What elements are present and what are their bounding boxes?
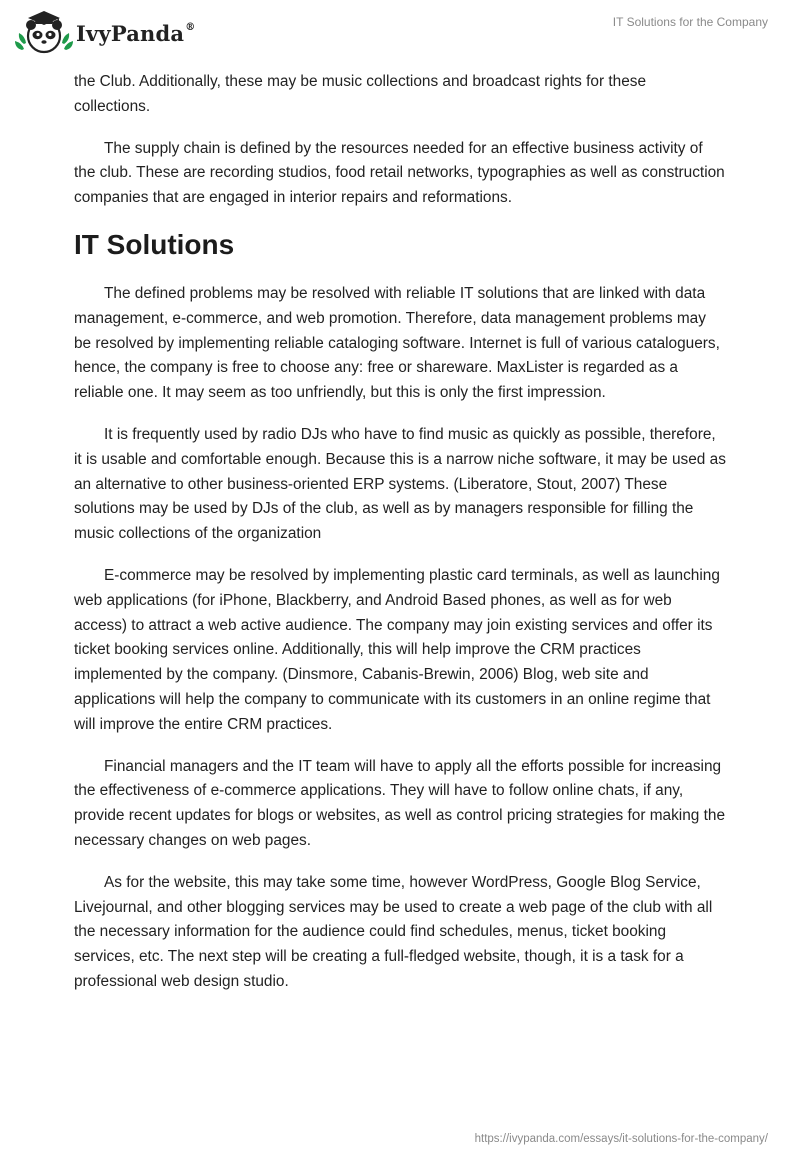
- source-url[interactable]: https://ivypanda.com/essays/it-solutions-for-the-company/: [474, 1133, 768, 1145]
- paragraph: E-commerce may be resolved by implementing plastic card terminals, as well as launching web applications (for iPhone, Blackberry, and Android Based phones, as well as for web access) to attract a web active audience. The company may join existing services and offer its ticket booking services online. Additionally, this will help improve the CRM practices implemented by the company. (Dinsmore, Cabanis-Brewin, 2006) Blog, web site and applications will help the company to communicate with its customers in an online regime that will improve the entire CRM practices.: [74, 566, 720, 733]
- paragraph: the Club. Additionally, these may be music collections and broadcast rights for these collections.: [74, 73, 647, 115]
- paragraph: As for the website, this may take some time, however WordPress, Google Blog Service, Livejournal, and other blogging services may be used to create a web page of the club with all the necessary information for the audience could find schedules, menus, ticket booking services, etc. The next step will be creating a full-fledged website, though, it is a task for a professional web design studio.: [74, 873, 713, 990]
- paragraph: It is frequently used by radio DJs who have to find music as quickly as possible, therefore, it is usable and comfortable enough. Because this is a narrow niche software, it may be used as an alternative to other business-oriented ERP systems. (Liberatore, Stout, 2007) These solutions may be used by DJs of the club, as well as by managers responsible for filling the music collections of the organization: [74, 425, 726, 543]
- document-title: IT Solutions for the Company: [612, 15, 768, 29]
- panda-graduate-icon: [14, 6, 74, 56]
- paragraph: The supply chain is defined by the resources needed for an effective business activity of the club. These are recording studios, food retail networks, typographies as well as construction companies that are engaged in interior repairs and reformations.: [74, 139, 725, 207]
- page-header: [0, 0, 800, 62]
- brand-name: IvyPanda®: [76, 20, 196, 46]
- paragraph: Financial managers and the IT team will have to apply all the efforts possible for increasing the effectiveness of e-commerce applications. They will have to follow online chats, if any, provide recent updates for blogs or websites, as well as control pricing strategies for making the necessary changes on web pages.: [74, 757, 726, 849]
- section-heading: IT Solutions: [74, 228, 235, 260]
- paragraph: The defined problems may be resolved with reliable IT solutions that are linked with data management, e-commerce, and web promotion. Therefore, data management problems may be resolved by implementing reliable cataloging software. Internet is full of various cataloguers, hence, the company is free to choose any: free or shareware. MaxLister is regarded as a reliable one. It may seem as too unfriendly, but this is only the first impression.: [74, 284, 720, 402]
- essay-content: [74, 70, 726, 1012]
- ivypanda-logo[interactable]: [14, 6, 195, 56]
